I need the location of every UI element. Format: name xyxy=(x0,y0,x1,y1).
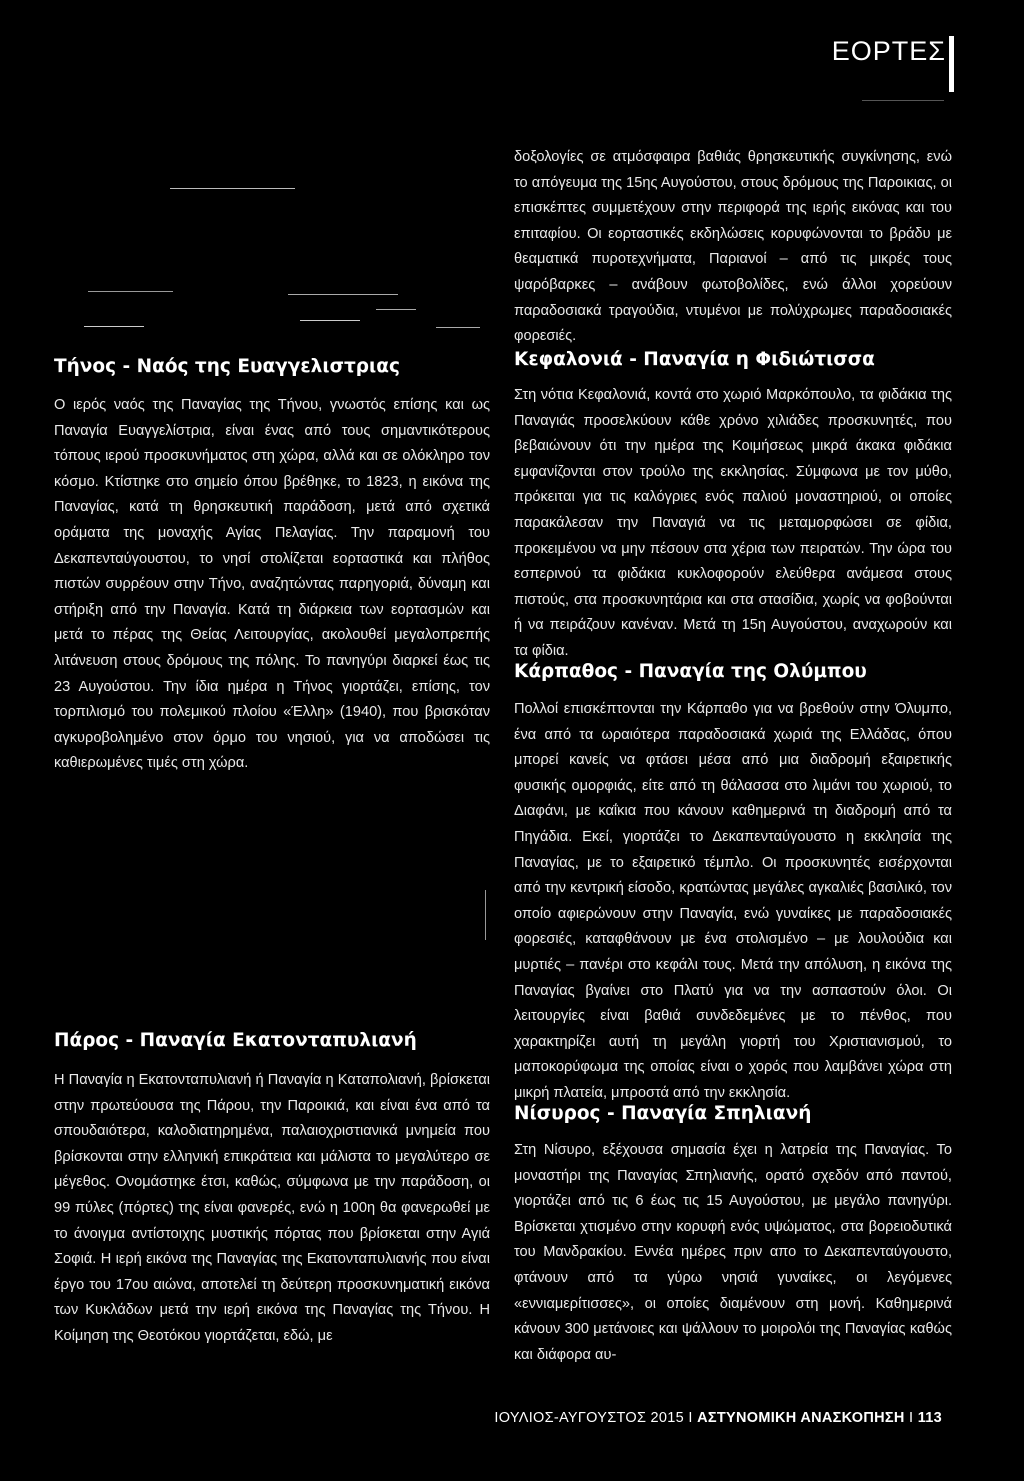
photo-area-line xyxy=(84,326,144,327)
article-heading-tinos: Τήνος - Ναός της Ευαγγελιστριας xyxy=(54,356,400,377)
page-number: 113 xyxy=(917,1410,942,1426)
photo-area-line xyxy=(436,327,480,328)
photo-area-line xyxy=(170,188,295,189)
article-heading-nisyros: Νίσυρος - Παναγία Σπηλιανή xyxy=(514,1103,812,1124)
article-heading-paros: Πάρος - Παναγία Εκατονταπυλιανή xyxy=(54,1030,417,1051)
article-heading-kefalonia: Κεφαλονιά - Παναγία η Φιδιώτισσα xyxy=(514,349,875,370)
article-text: δοξολογίες σε ατμόσφαιρα βαθιάς θρησκευτικής συγκίνησης, ενώ το απόγευμα της 15ης Αυγούστου, στους δρόμους της Παροικιας, οι επισκέπτες συμμετέχουν στην περιφορά της ιερής εικόνας και του επιταφίου. Οι εορταστικές εκδηλώσεις κορυφώνονται το βράδυ με θεαματικά πυροτεχνήματα, Παριανοί – από τις μικρές τους ψαρόβαρκες – ανάβουν φωτοβολίδες, ενώ άλλοι χορεύουν παραδοσιακά τραγούδια, ντυμένοι με πολύχρωμες παραδοσιακές φορεσιές. xyxy=(514,149,952,345)
article-text: Η Παναγία η Εκατονταπυλιανή ή Παναγία η Καταπολιανή, βρίσκεται στην πρωτεύουσα της Πάρου, την Παροικιά, και είναι ένα από τα σπουδαιότερα, καλοδιατηρημένα, παλαιοχριστιανικά μνημεία που βρίσκονται στην ελληνική επικράτεια και μάλιστα το μεγαλύτερο σε μέγεθος. Ονομάστηκε έτσι, καθώς, σύμφωνα με την παράδοση, οι 99 πύλες (πόρτες) της είναι φανερές, ενώ η 100η θα φανερωθεί με το άνοιγμα αντίστοιχης μυστικής πόρτας που βρίσκεται στην Αγιά Σοφιά. Η ιερή εικόνα της Παναγίας της Εκατονταπυλιανής που είναι έργο του 17ου αιώνα, αποτελεί τη δεύτερη προσκυνηματική εικόνα των Κυκλάδων μετά την ιερή εικόνα της Παναγίας της Τήνου. Η Κοίμηση της Θεοτόκου γιορτάζεται, εδώ, με xyxy=(54,1072,490,1344)
footer-issue: ΙΟΥΛΙΟΣ-ΑΥΓΟΥΣΤΟΣ 2015 xyxy=(494,1410,685,1426)
article-heading-karpathos: Κάρπαθος - Παναγία της Ολύμπου xyxy=(514,661,867,682)
section-title-underline xyxy=(862,100,944,101)
footer-magazine-title: ΑΣΤΥΝΟΜΙΚΗ ΑΝΑΣΚΟΠΗΣΗ xyxy=(697,1410,905,1426)
article-body-paros xyxy=(54,1068,490,1350)
decorative-vertical-line xyxy=(485,890,486,940)
article-body-tinos xyxy=(54,393,490,777)
article-body-kefalonia xyxy=(514,383,952,665)
article-body-paros-continued xyxy=(514,145,952,350)
footer-separator: Ι xyxy=(909,1410,914,1426)
article-text: Στη Νίσυρο, εξέχουσα σημασία έχει η λατρεία της Παναγίας. Το μοναστήρι της Παναγίας Σπηλιανής, ορατό σχεδόν από παντού, γιορτάζει από τις 6 έως τις 15 Αυγούστου, με μεγάλο πανηγύρι. Βρίσκεται χτισμένο στην κορυφή ενός υψώματος, στα βορειοδυτικά του Μανδρακίου. Εννέα ημέρες πριν απο το Δεκαπενταύγουστο, φτάνουν από τα γύρω νησιά γυναίκες, οι λεγόμενες «εννιαμερίτισσες», οι οποίες διαμένουν στη μονή. Καθημερινά κάνουν 300 μετάνοιες και ψάλλουν το μοιρολόι της Παναγίας καθώς και διάφορα αυ- xyxy=(514,1142,952,1363)
photo-area-line xyxy=(376,309,416,310)
article-text: Ο ιερός ναός της Παναγίας της Τήνου, γνωστός επίσης και ως Παναγία Ευαγγελίστρια, είναι ένας από τους σημαντικότερους τόπους ιερού προσκυνήματος στη χώρα, αλλά και σε ολόκληρο τον κόσμο. Κτίστηκε στο σημείο όπου βρέθηκε, το 1823, η εικόνα της Παναγίας, κατά τη θρησκευτική παράδοση, μετά από σχετικά οράματα της μοναχής Αγίας Πελαγίας. Την παραμονή του Δεκαπενταύγουστου, το νησί στολίζεται εορταστικά και πλήθος πιστών συρρέουν στην Τήνο, αναζητώντας παρηγοριά, δύναμη και στήριξη από την Παναγία. Κατά τη διάρκεια των εορτασμών και μετά το πέρας της Θείας Λειτουργίας, ακολουθεί μεγαλοπρεπής λιτάνευση στους δρόμους της πόλης. Το πανηγύρι διαρκεί έως τις 23 Αυγούστου. Την ίδια ημέρα η Τήνος γιορτάζει, επίσης, τον τορπιλισμό του πολεμικού πλοίου «Έλλη» (1940), που βρισκόταν αγκυροβολημένο στον όρμο του νησιού, για να αποδώσει τις καθιερωμένες τιμές στη χώρα. xyxy=(54,397,490,772)
article-text: Πολλοί επισκέπτονται την Κάρπαθο για να βρεθούν στην Όλυμπο, ένα από τα ωραιότερα παραδοσιακά χωριά της Ελλάδας, όπου μπορεί κανείς να φτάσει μέσα από μια διαδρομή εξαιρετικής φυσικής ομορφιάς, είτε από τη θάλασσα στο λιμάνι του χωριού, το Διαφάνι, με καΐκια που κάνουν καθημερινά τη διαδρομή από τα Πηγάδια. Εκεί, γιορτάζει το Δεκαπενταύγουστο η εκκλησία της Παναγίας, με το εξαιρετικό τέμπλο. Οι προσκυνητές εισέρχονται από την κεντρική είσοδο, κρατώντας μεγάλες αγκαλιές βασιλικό, τον οποίο αφιερώνουν στην Παναγία, ενώ γυναίκες με παραδοσιακές φορεσιές, καταφθάνουν με ένα στολισμένο – με λουλούδια και μυρτιές – πανέρι στο κεφάλι τους. Μετά την απόλυση, η εικόνα της Παναγίας βγαίνει στο Πλατύ για να την ασπαστούν όλοι. Οι λειτουργίες είναι βαθιά συνδεδεμένες με το πένθος, που χαρακτηρίζει αυτή τη μεγάλη γιορτή του Χριστιανισμού, το μαποκορύφωμα της οποίας είναι ο χορός που λαμβάνει χώρα στη μικρή πλατεία, μπροστά από την εκκλησία. xyxy=(514,701,952,1101)
page-footer xyxy=(494,1410,942,1426)
article-body-karpathos xyxy=(514,697,952,1107)
photo-area-line xyxy=(300,320,360,321)
section-title-bar xyxy=(949,36,954,92)
section-title: ΕΟΡΤΕΣ xyxy=(831,36,946,66)
photo-area-line xyxy=(288,294,398,295)
article-body-nisyros xyxy=(514,1138,952,1368)
footer-separator: Ι xyxy=(688,1410,693,1426)
article-text: Στη νότια Κεφαλονιά, κοντά στο χωριό Μαρκόπουλο, τα φιδάκια της Παναγιάς προσελκύουν κάθε χρόνο χιλιάδες προσκυνητές, που βεβαιώνουν ότι την ημέρα της Κοιμήσεως μικρά άκακα φιδάκια εμφανίζονται στον τρούλο της εκκλησίας. Σύμφωνα με τον μύθο, πρόκειται για τις καλόγριες ενός παλιού μοναστηριού, οι οποίες παρακάλεσαν την Παναγιά να τις μεταμορφώσει σε φίδια, προκειμένου να μην πέσουν στα χέρια των πειρατών. Την ώρα του εσπερινού τα φιδάκια κυκλοφορούν ελεύθερα ανάμεσα στους πιστούς, στα προσκυνητάρια και στα στασίδια, χωρίς να φοβούνται ή να πειράζουν κανέναν. Μετά τη 15η Αυγούστου, αναχωρούν και τα φίδια. xyxy=(514,387,952,659)
photo-area-line xyxy=(88,291,173,292)
